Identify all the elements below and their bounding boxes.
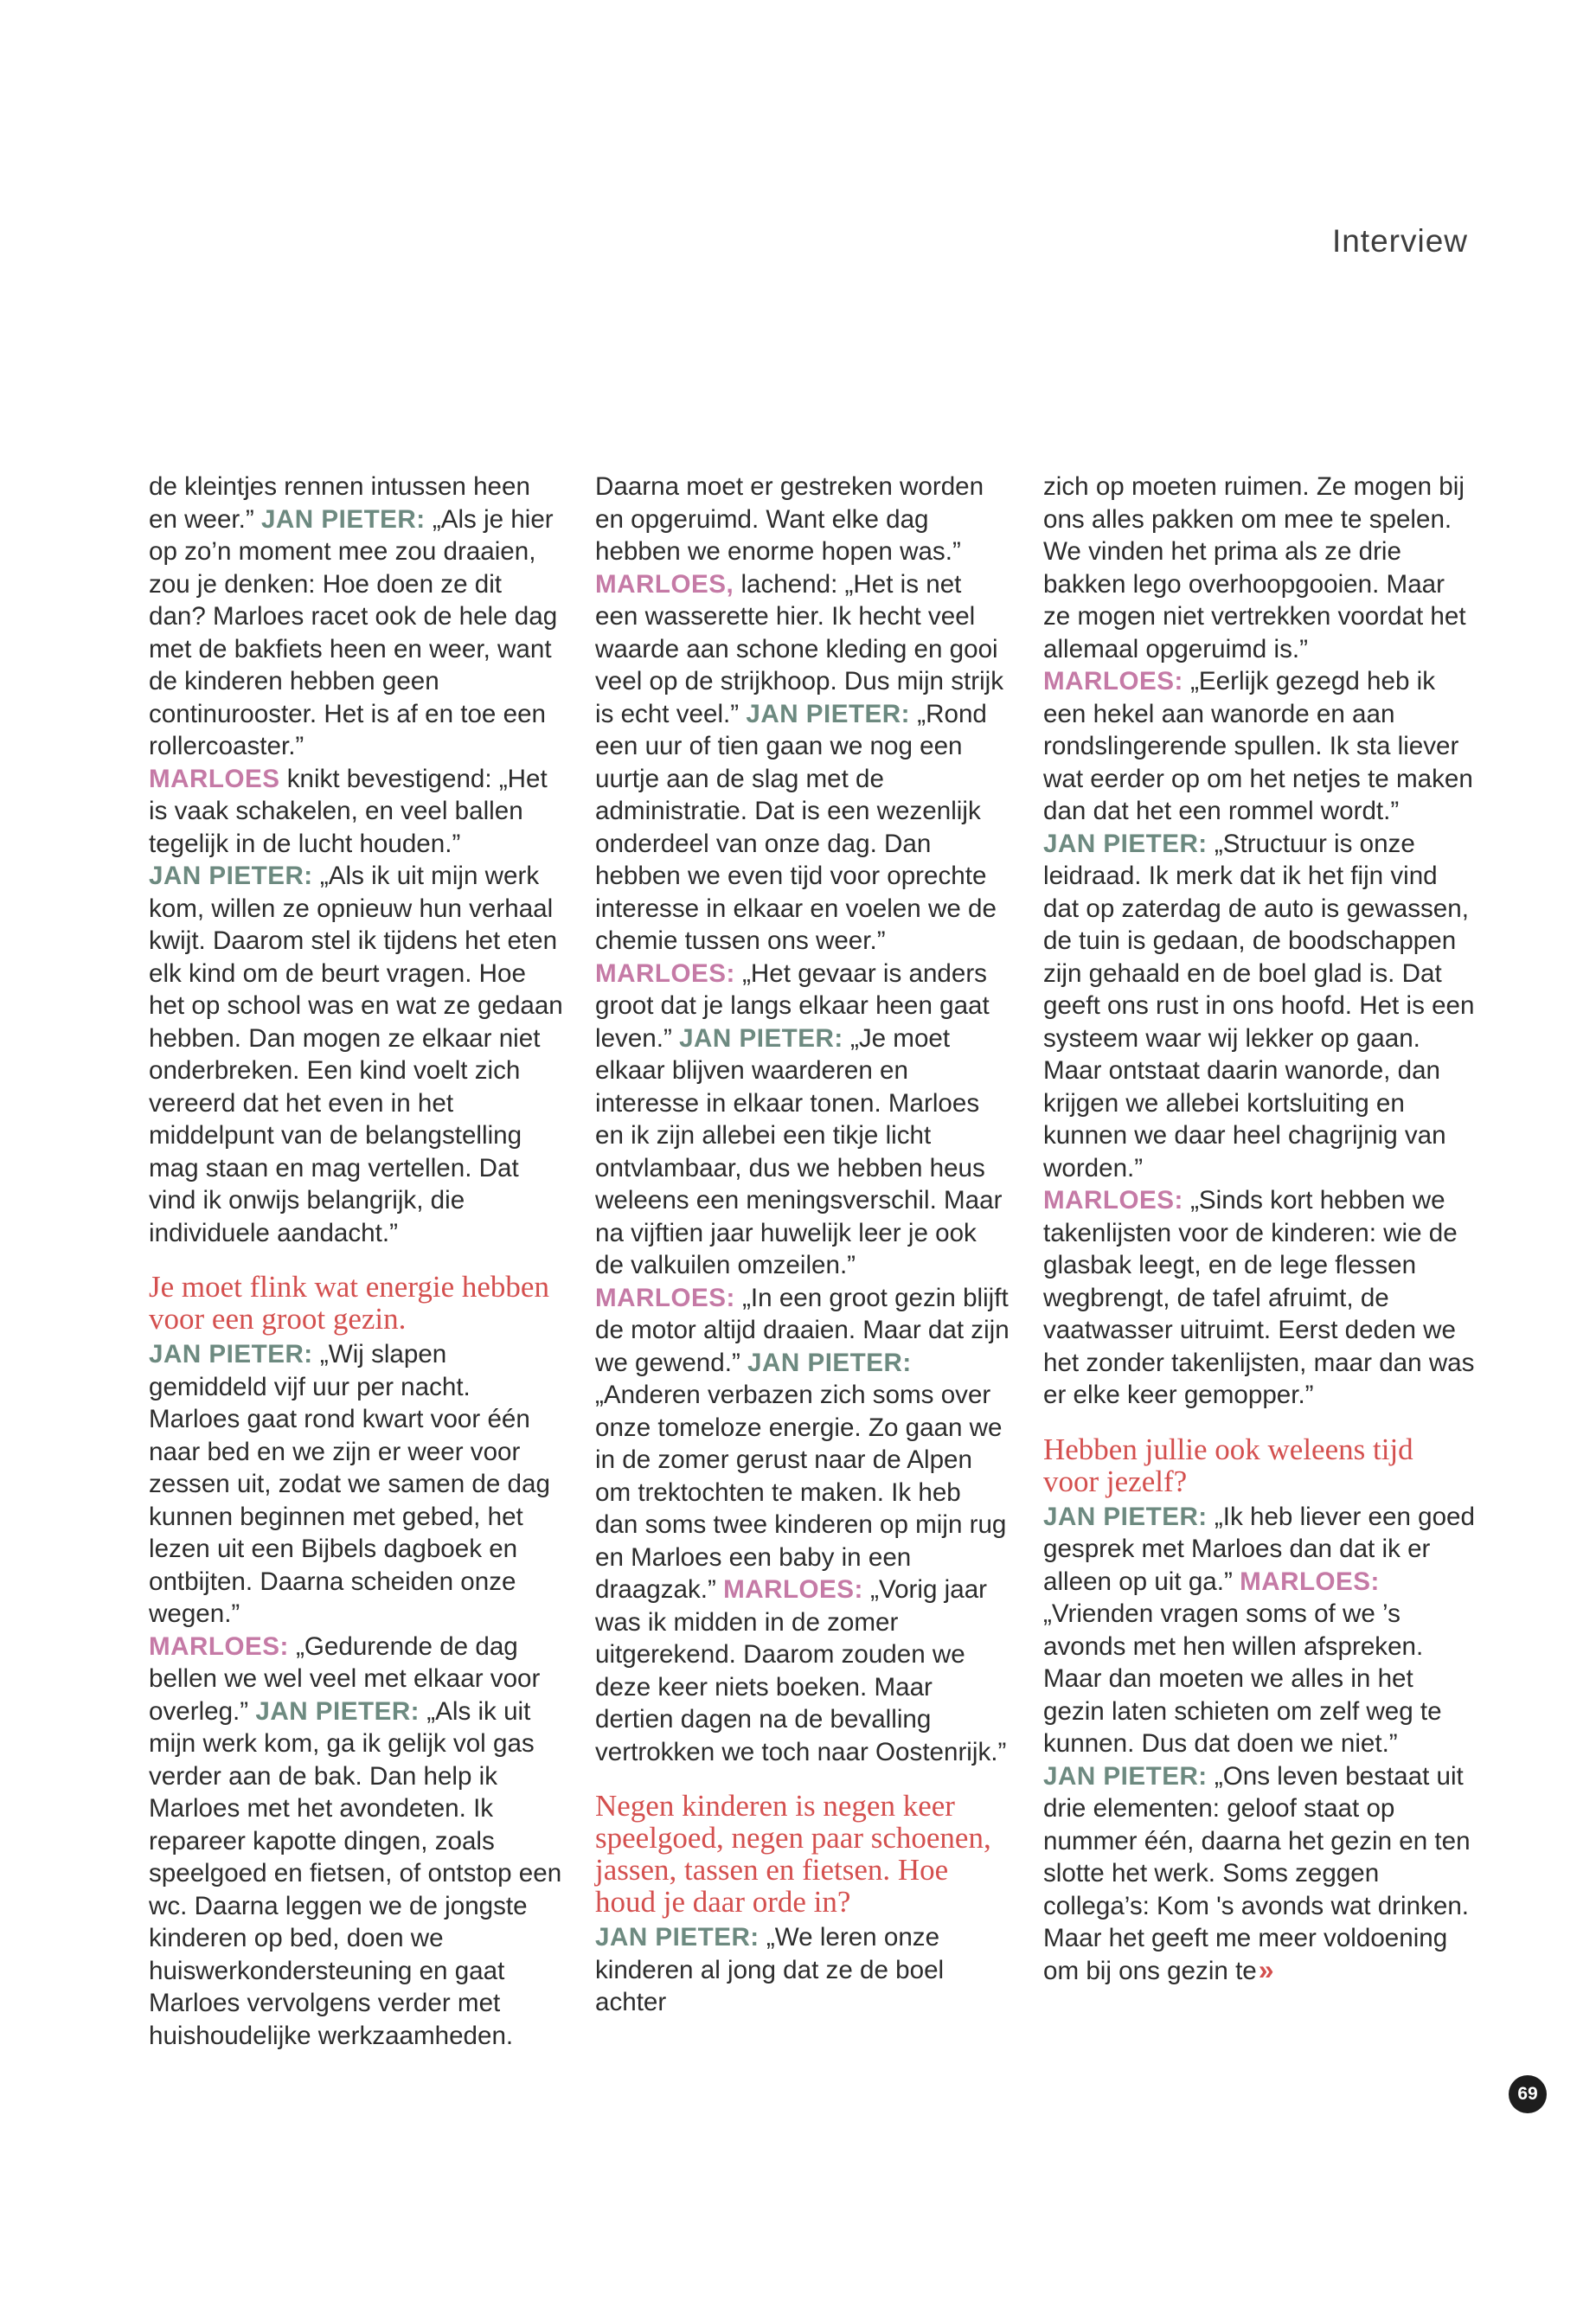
speaker-jan-pieter: JAN PIETER:	[1043, 829, 1208, 858]
column-3	[1043, 471, 1476, 1987]
interview-question: Negen kinderen is negen keer speelgoed, negen paar schoenen, jassen, tassen en fietsen. Hoe houd je daar orde in?	[595, 1789, 991, 1919]
paragraph: zich op moeten ruimen. Ze mogen bij ons alles pakken om mee te spelen. We vinden het prima als ze drie bakken lego overhoopgooien. Maar ze mogen niet vertrekken voordat het allemaal opgeruimd is.”	[1043, 472, 1466, 663]
paragraph: MARLOES, lachend: „Het is net een wasserette hier. Ik hecht veel waarde aan schone kleding en gooi veel op de strijkhoop. Dus mijn strijk is echt veel.” JAN PIETER: „Rond een uur of tien gaan we nog een uurtje aan de slag met de administratie. Dat is een wezenlijk onderdeel van onze dag. Dan hebben we even tijd voor oprechte interesse in elkaar en voelen we de chemie tussen ons weer.”	[595, 569, 1004, 955]
paragraph: JAN PIETER: „Ik heb liever een goed gesprek met Marloes dan dat ik er alleen op uit ga.” MARLOES: „Vrienden vragen soms of we ’s avonds met hen willen afspreken. Maar dan moeten we alles in het gezin laten schieten om zelf weg te kunnen. Dus dat doen we niet.”	[1043, 1502, 1475, 1758]
speaker-jan-pieter: JAN PIETER:	[149, 862, 313, 890]
speaker-marloes: MARLOES:	[1043, 667, 1183, 695]
paragraph: MARLOES: „Gedurende de dag bellen we wel veel met elkaar voor overleg.” JAN PIETER: „Als ik uit mijn werk kom, ga ik gelijk vol gas verder aan de bak. Dan help ik Marloes met het avondeten. Ik repareer kapotte dingen, zoals speelgoed en fietsen, of ontstop een wc. Daarna leggen we de jongste kinderen op bed, doen we huiswerkondersteuning en gaat Marloes vervolgens verder met huishoudelijke werkzaamheden.	[149, 1631, 562, 2050]
continue-arrow-icon: »	[1258, 1953, 1269, 1985]
speaker-jan-pieter: JAN PIETER:	[1043, 1502, 1208, 1531]
speaker-jan-pieter: JAN PIETER:	[149, 1340, 313, 1368]
speaker-marloes: MARLOES:	[595, 1283, 735, 1312]
interview-question: Je moet flink wat energie hebben voor een groot gezin.	[149, 1270, 549, 1336]
paragraph: MARLOES: „Eerlijk gezegd heb ik een hekel aan wanorde en aan rondslingerende spullen. Ik sta liever wat eerder op om het netjes te maken dan dat het een rommel wordt.”	[1043, 667, 1473, 825]
paragraph: MARLOES: „Het gevaar is anders groot dat je langs elkaar heen gaat leven.” JAN PIETER: „Je moet elkaar blijven waarderen en interesse in elkaar tonen. Marloes en ik zijn allebei een tikje licht ontvlambaar, dus we hebben heus weleens een meningsverschil. Maar na vijftien jaar huwelijk leer je ook de valkuilen omzeilen.”	[595, 958, 1003, 1279]
speaker-marloes: MARLOES:	[723, 1575, 863, 1604]
speaker-marloes: MARLOES	[149, 764, 280, 793]
speaker-jan-pieter: JAN PIETER:	[747, 1348, 912, 1377]
column-2	[595, 471, 1010, 2019]
speaker-jan-pieter: JAN PIETER:	[679, 1023, 843, 1053]
paragraph: JAN PIETER: „Als ik uit mijn werk kom, willen ze opnieuw hun verhaal kwijt. Daarom stel ik tijdens het eten elk kind om de beurt vragen. Hoe het op school was en wat ze gedaan hebben. Dan mogen ze elkaar niet onderbreken. Een kind voelt zich vereerd dat het even in het middelpunt van de belangstelling mag staan en mag vertellen. Dat vind ik onwijs belangrijk, die individuele aandacht.”	[149, 862, 563, 1247]
speaker-jan-pieter: JAN PIETER:	[746, 699, 911, 728]
speaker-jan-pieter: JAN PIETER:	[260, 504, 426, 534]
paragraph: de kleintjes rennen intussen heen en weer.” JAN PIETER: „Als je hier op zo’n moment mee zou draaien, zou je denken: Hoe doen ze dit dan? Marloes racet ook de hele dag met de bakfiets heen en weer, want de kinderen hebben geen continurooster. Het is af en toe een rollercoaster.”	[149, 472, 558, 760]
paragraph: Daarna moet er gestreken worden en opgeruimd. Want elke dag hebben we enorme hopen was.”	[595, 472, 984, 566]
paragraph: JAN PIETER: „Structuur is onze leidraad. Ik merk dat ik het fijn vind dat op zaterdag de auto is gewassen, de tuin is gedaan, de boodschappen zijn gehaald en de boel glad is. Dat geeft ons rust in ons hoofd. Het is een systeem waar wij lekker op gaan. Maar ontstaat daarin wanorde, dan krijgen we allebei kortsluiting en kunnen we daar heel chagrijnig van worden.”	[1043, 829, 1475, 1183]
page-number-badge: 69	[1509, 2075, 1547, 2113]
paragraph: MARLOES knikt bevestigend: „Het is vaak schakelen, en veel ballen tegelijk in de lucht houden.”	[149, 764, 548, 858]
speaker-jan-pieter: JAN PIETER:	[595, 1923, 760, 1952]
column-1	[149, 471, 564, 2052]
section-label: Interview	[1331, 223, 1468, 259]
speaker-marloes: MARLOES:	[595, 958, 735, 988]
speaker-marloes: MARLOES:	[1240, 1567, 1380, 1596]
interview-question: Hebben jullie ook weleens tijd voor jezelf?	[1043, 1432, 1413, 1498]
paragraph: MARLOES: „In een groot gezin blijft de motor altijd draaien. Maar dat zijn we gewend.” JAN PIETER: „Anderen verbazen zich soms over onze tomeloze energie. Zo gaan we in de zomer gerust naar de Alpen om trektochten te maken. Ik heb dan soms twee kinderen op mijn rug en Marloes een baby in een draagzak.” MARLOES: „Vorig jaar was ik midden in de zomer uitgerekend. Daarom zouden we deze keer niets boeken. Maar dertien dagen na de bevalling vertrokken we toch naar Oostenrijk.”	[595, 1283, 1010, 1766]
speaker-jan-pieter: JAN PIETER:	[1043, 1761, 1208, 1791]
paragraph: JAN PIETER: „Ons leven bestaat uit drie elementen: geloof staat op nummer één, daarna het gezin en ten slotte het werk. Soms zeggen collega’s: Kom 's avonds wat drinken. Maar het geeft me meer voldoening om bij ons gezin te»	[1043, 1761, 1471, 1985]
paragraph: JAN PIETER: „We leren onze kinderen al jong dat ze de boel achter	[595, 1923, 945, 2016]
speaker-marloes: MARLOES,	[595, 569, 734, 599]
speaker-jan-pieter: JAN PIETER:	[255, 1696, 420, 1726]
paragraph: JAN PIETER: „Wij slapen gemiddeld vijf uur per nacht. Marloes gaat rond kwart voor één naar bed en we zijn er weer voor zessen uit, zodat we samen de dag kunnen beginnen met gebed, het lezen uit een Bijbels dagboek en ontbijten. Daarna scheiden onze wegen.”	[149, 1340, 550, 1628]
speaker-marloes: MARLOES:	[1043, 1186, 1183, 1215]
paragraph: MARLOES: „Sinds kort hebben we takenlijsten voor de kinderen: wie de glasbak leegt, en de lege flessen wegbrengt, de tafel afruimt, de vaatwasser uitruimt. Eerst deden we het zonder takenlijsten, maar dan was er elke keer gemopper.”	[1043, 1186, 1475, 1409]
speaker-marloes: MARLOES:	[149, 1631, 289, 1661]
